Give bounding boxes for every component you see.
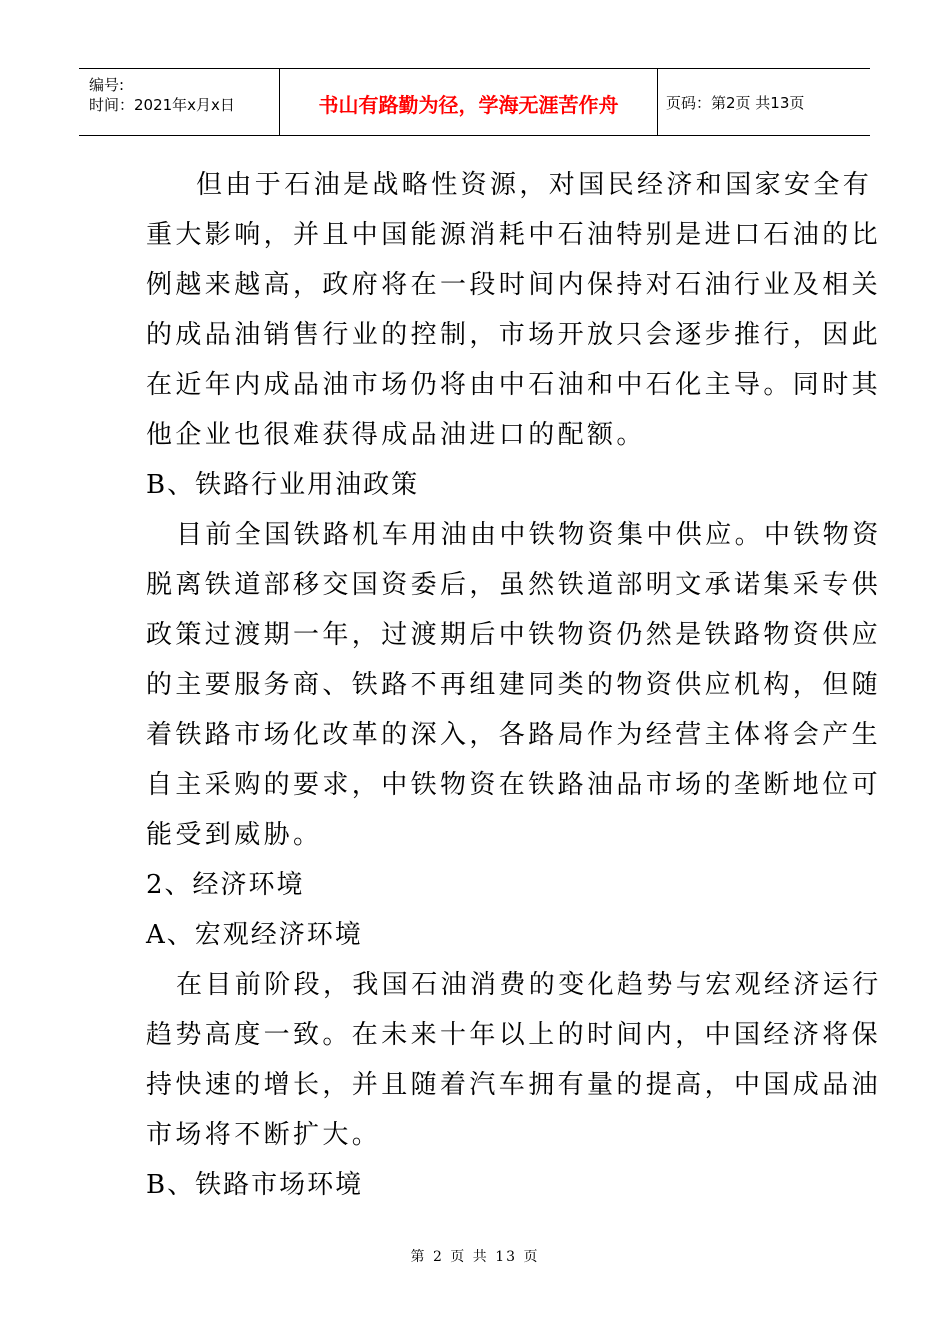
paragraph-line: 但由于石油是战略性资源，对国民经济和国家安全有 bbox=[196, 170, 873, 200]
paragraph-line: 例越来越高，政府将在一段时间内保持对石油行业及相关 bbox=[146, 270, 882, 300]
paragraph-line: 的成品油销售行业的控制，市场开放只会逐步推行，因此 bbox=[146, 320, 882, 350]
paragraph-line: 能受到威胁。 bbox=[146, 820, 323, 850]
document-body bbox=[146, 160, 882, 1210]
header-meta bbox=[79, 69, 280, 135]
paragraph-line: 他企业也很难获得成品油进口的配额。 bbox=[146, 420, 646, 450]
header-motto: 书山有路勤为径，学海无涯苦作舟 bbox=[280, 69, 658, 135]
time-label: 时间：2021年x月x日 bbox=[89, 96, 235, 114]
paragraph-line: 脱离铁道部移交国资委后，虽然铁道部明文承诺集采专供 bbox=[146, 570, 882, 600]
section-heading: A、宏观经济环境 bbox=[146, 920, 363, 950]
header-page-info: 页码：第2页 共13页 bbox=[666, 93, 805, 112]
number-label: 编号: bbox=[89, 76, 125, 94]
paragraph-line: 重大影响，并且中国能源消耗中石油特别是进口石油的比 bbox=[146, 220, 882, 250]
paragraph-line: 在近年内成品油市场仍将由中石油和中石化主导。同时其 bbox=[146, 370, 882, 400]
paragraph-line: 政策过渡期一年，过渡期后中铁物资仍然是铁路物资供应 bbox=[146, 620, 882, 650]
paragraph-line: 目前全国铁路机车用油由中铁物资集中供应。中铁物资 bbox=[176, 520, 882, 550]
page-header bbox=[79, 68, 870, 136]
paragraph-line: 的主要服务商、铁路不再组建同类的物资供应机构，但随 bbox=[146, 670, 882, 700]
paragraph-line: 市场将不断扩大。 bbox=[146, 1120, 382, 1150]
page-footer: 第 2 页 共 13 页 bbox=[410, 1249, 540, 1265]
paragraph-line: 在目前阶段，我国石油消费的变化趋势与宏观经济运行 bbox=[176, 970, 882, 1000]
section-heading: 2、经济环境 bbox=[146, 870, 305, 900]
section-heading: B、铁路市场环境 bbox=[146, 1170, 364, 1200]
section-heading: B、铁路行业用油政策 bbox=[146, 470, 420, 500]
paragraph-line: 持快速的增长，并且随着汽车拥有量的提高，中国成品油 bbox=[146, 1070, 882, 1100]
paragraph-line: 自主采购的要求，中铁物资在铁路油品市场的垄断地位可 bbox=[146, 770, 882, 800]
paragraph-line: 趋势高度一致。在未来十年以上的时间内，中国经济将保 bbox=[146, 1020, 882, 1050]
paragraph-line: 着铁路市场化改革的深入，各路局作为经营主体将会产生 bbox=[146, 720, 882, 750]
